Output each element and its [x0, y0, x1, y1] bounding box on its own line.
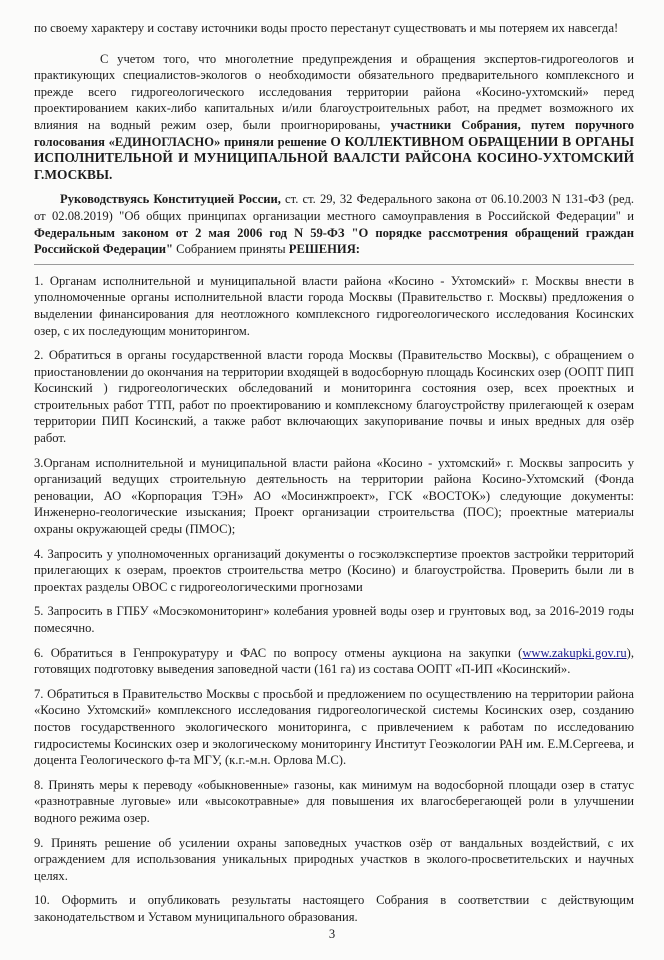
decision-item-6: [34, 645, 634, 678]
resolution-text: С учетом того, что многолетние предупреждения и обращения экспертов-гидрогеологов и практикующих специалистов-экологов о необходимости обязательного предварительного комплексного и прежде всего гидрогеологического исследования территории района «Косино-ухтомский» перед проектированием каких-либо капитальных и/или благоустроительных работ, на предмет возможного их влияния на водный режим озер, были проигнорированы,: [34, 51, 634, 132]
decision-item-3: 3.Органам исполнительной и муниципальной власти района «Косино - ухтомский» г. Москвы запросить у организаций ведущих строительную деятельность на территории района Косино-Ухтомский (Фонда реновации, АО «Корпорация ТЭН» АО «Мосинжпроект», ГСК «ВОСТОК») следующие документы: Инженерно-геологические изыскания; Проект организации строительства (ПОС); проектные материалы охраны окружающей среды (ПМОС);: [34, 455, 634, 537]
decision-item-4: 4. Запросить у уполномоченных организаций документы о госэколэкспертизе проектов застройки территорий прилегающих к озерам, проектов строительства метро (Косино) и благоустройства. Проверить были ли в проектах разделы ОВОС с гидрогеологическими прогнозами: [34, 546, 634, 594]
guided-text-1: ст. ст. 29, 32 Федерального закона от 06.10.2003 N 131-ФЗ (ред. от 02.08.2019) "Об общих принципах организации местного самоуправления в Российской Федерации" и: [34, 192, 635, 223]
item6-pre: 6. Обратиться в Генпрокуратуру и ФАС по вопросу отмены аукциона на закупки (: [34, 645, 523, 660]
intro-paragraph: по своему характеру и составу источники воды просто перестанут существовать и мы потеряем их навсегда!: [34, 21, 619, 35]
decision-item-9: 9. Принять решение об усилении охраны заповедных участков озёр от вандальных воздействий, с их ограждением для использования уникальных природных участков в эколого-просветительских и научных целях.: [34, 835, 634, 883]
zakupki-link[interactable]: www.zakupki.gov.ru: [522, 645, 627, 660]
guided-bold-2: Федеральным законом от 2 мая 2006 год N 59-ФЗ "О порядке рассмотрения обращений граждан Российской Федерации": [34, 225, 634, 257]
guided-bold-1: Руководствуясь Конституцией России,: [60, 192, 281, 207]
resolution-paragraph: [34, 51, 634, 184]
decision-item-7: 7. Обратиться в Правительство Москвы с просьбой и предложением по осуществлению на территории района «Косино Ухтомский» комплексного исследования гидрогеологической системы Косинских озер, созданию постов государственного экологического мониторинга, с привлечением к работам по исследованию гидросистемы Косинских озер и экологическому мониторингу Институт Геоэкологии РАН им. Е.М.Сергеева, и доцента Геологического ф-та МГУ, (к.г.-м.н. Орлова М.С).: [34, 686, 634, 768]
page-number: 3: [328, 927, 336, 941]
guided-paragraph: [34, 191, 634, 257]
decisions-heading: РЕШЕНИЯ:: [288, 242, 360, 257]
guided-text-2: Собранием приняты: [176, 242, 286, 257]
decision-item-5: 5. Запросить в ГПБУ «Мосэкомониторинг» колебания уровней воды озер и грунтовых вод, за 2016-2019 годы помесячно.: [34, 604, 634, 635]
item6-post: ), готовящих подготовку выведения заповедной части (161 га) из состава ООПТ «П-ИП «Косинский».: [34, 645, 634, 677]
divider: [34, 264, 634, 265]
decision-item-1: 1. Органам исполнительной и муниципальной власти района «Косино - Ухтомский» г. Москвы внести в уполномоченные органы исполнительной власти города Москвы (Правительство г. Москвы) предложения о выделении финансирования для неотложного комплексного гидрогеологического исследования Косинских озер, с их последующим мониторингом.: [34, 273, 634, 338]
resolution-heading: О КОЛЛЕКТИВНОМ ОБРАЩЕНИИ В ОРГАНЫ ИСПОЛНИТЕЛЬНОЙ И МУНИЦИПАЛЬНОЙ ВААЛСТИ РАЙСОНА КОСИНО-УХТОМСКИЙ Г.МОСКВЫ.: [34, 133, 634, 182]
decision-item-2: 2. Обратиться в органы государственной власти города Москвы (Правительство Москвы), с обращением о приостановлении до окончания на территории входящей в водосборную площадь Косинских озер (ООПТ ПИП Косинский ) гидрогеологических обследований и мониторинга состояния озер, всех проектных и строительных работ ТТП, работ по проектированию и комплексному благоустройству прилегающей к озерам территории ПИП Косинский, а также работ включающих закупоривание почвы и иных вредных для озёр работ.: [34, 348, 634, 446]
decision-item-8: 8. Принять меры к переводу «обыкновенные» газоны, как минимум на водосборной площади озер в статус «разнотравные луговые» или «высокотравные» для повышения их влагосберегающей роли в улучшении водного режима озер.: [34, 777, 634, 825]
resolution-bold: участники Собрания, путем поручного голосования «ЕДИНОГЛАСНО» приняли решение: [34, 117, 635, 149]
decision-item-10: 10. Оформить и опубликовать результаты настоящего Собрания в соответствии с действующим законодательством и Уставом муниципального образования.: [34, 893, 634, 924]
